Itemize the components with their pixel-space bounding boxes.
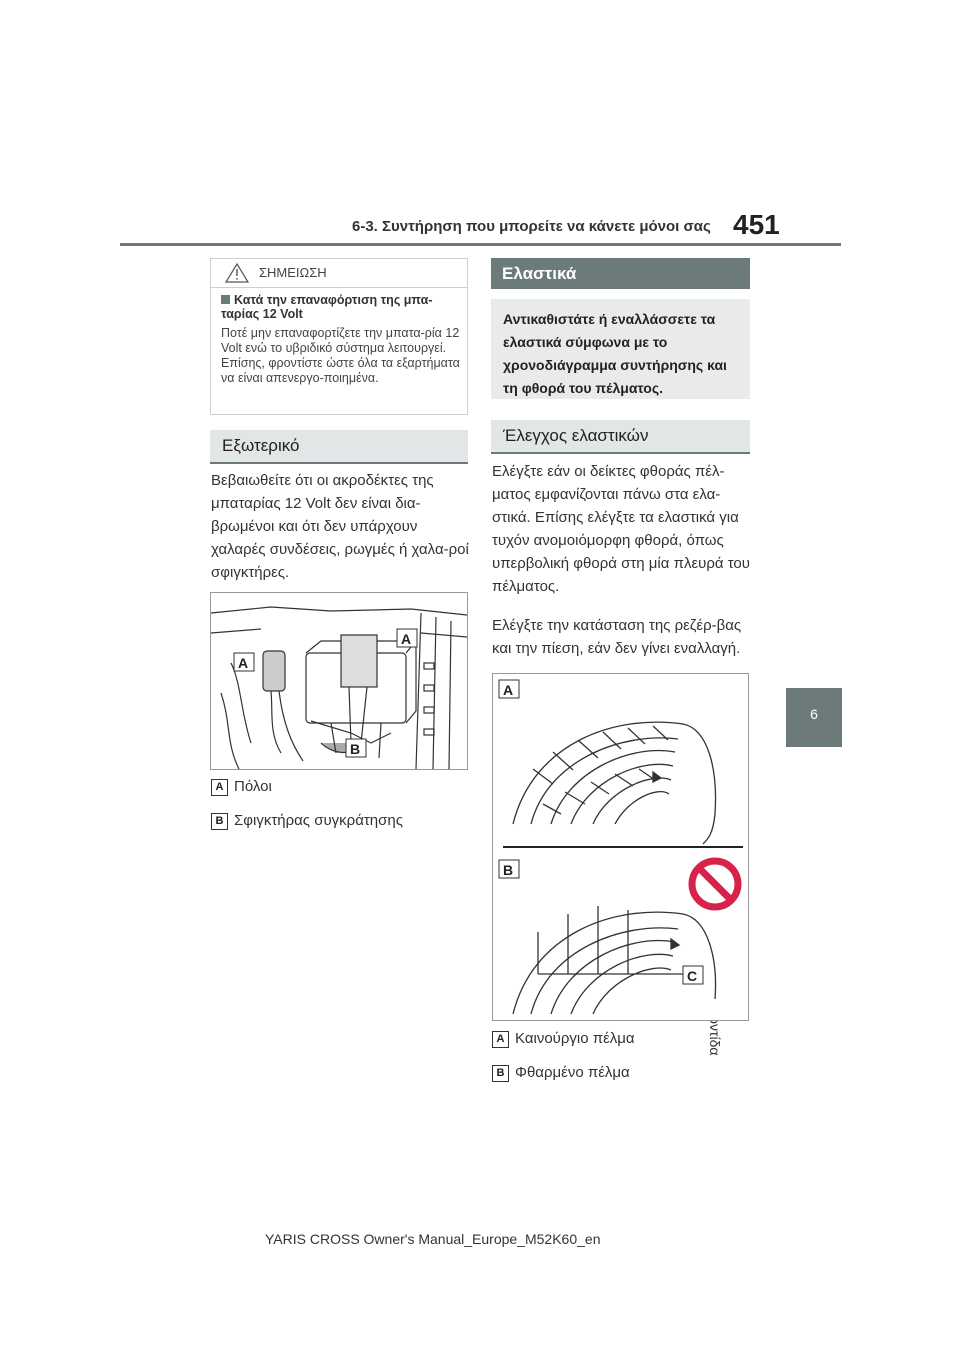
legend-item: [211, 778, 272, 796]
callout-a-left: A: [238, 655, 249, 671]
tire-check-text-1: Ελέγξτε εάν οι δείκτες φθοράς πέλ-ματος εμφανίζονται πάνω στα ελα-στικά. Επίσης ελέγξτε τα ελαστικά για τυχόν ανομοιόμορφη φθορά, όπως υπερβολική φθορά στη μία πλευρά του πέλματος.: [492, 463, 750, 595]
notice-header: [211, 259, 467, 285]
notice-label: ΣΗΜΕΙΩΣΗ: [259, 265, 327, 280]
tire-callouts: [499, 680, 703, 984]
battery-illustration: [211, 593, 467, 769]
page-number: 451: [733, 209, 780, 240]
legend-text: Πόλοι: [234, 778, 272, 795]
legend-item: [492, 1030, 635, 1048]
prohibition-icon: [692, 861, 738, 907]
tire-check-heading: Έλεγχος ελαστικών: [491, 420, 750, 454]
tire-tread-figure: [492, 673, 749, 1021]
legend-item: [211, 812, 403, 830]
callout-b: B: [503, 862, 514, 878]
callout-b: B: [350, 741, 361, 757]
legend-key: A: [492, 1031, 509, 1048]
legend-key: B: [492, 1065, 509, 1082]
tires-heading: Ελαστικά: [491, 258, 750, 289]
warning-icon: [225, 263, 249, 283]
callout-a-right: A: [401, 631, 412, 647]
notice-box: [210, 258, 468, 415]
notice-body: Ποτέ μην επαναφορτίζετε την μπατα-ρία 12 Volt ενώ το υβριδικό σύστημα λειτουργεί. Επίσης, φροντίστε ώστε όλα τα εξαρτήματα να είναι απενεργο-ποιημένα.: [221, 326, 460, 385]
tire-illustration: [493, 674, 748, 1020]
legend-text: Φθαρμένο πέλμα: [515, 1064, 630, 1081]
figure-callouts: [234, 629, 417, 757]
tire-check-text-2: Ελέγξτε την κατάσταση της ρεζέρ-βας και την πίεση, εάν δεν γίνει εναλλαγή.: [492, 617, 742, 657]
exterior-text: Βεβαιωθείτε ότι οι ακροδέκτες της μπαταρίας 12 Volt δεν είναι δια-βρωμένοι και ότι δεν υπάρχουν χαλαρές συνδέσεις, ρωγμές ή χαλα-ροί σφιγκτήρες.: [211, 472, 469, 581]
exterior-heading: Εξωτερικό: [210, 430, 468, 464]
legend-key: A: [211, 779, 228, 796]
tires-intro: Αντικαθιστάτε ή εναλλάσσετε τα ελαστικά σύμφωνα με το χρονοδιάγραμμα συντήρησης και τη φθορά του πέλματος.: [491, 299, 750, 399]
section-title: 6-3. Συντήρηση που μπορείτε να κάνετε μόνοι σας: [352, 218, 711, 235]
notice-title: [221, 293, 465, 321]
legend-item: [492, 1064, 630, 1082]
callout-c: C: [687, 968, 698, 984]
legend-key: B: [211, 813, 228, 830]
battery-figure: [210, 592, 468, 770]
chapter-number: 6: [810, 706, 818, 722]
legend-text: Καινούργιο πέλμα: [515, 1030, 635, 1047]
header-divider: [120, 243, 841, 246]
legend-text: Σφιγκτήρας συγκράτησης: [234, 812, 403, 829]
notice-title-text: Κατά την επαναφόρτιση της μπα-ταρίας 12 Volt: [221, 293, 433, 321]
footer-text: YARIS CROSS Owner's Manual_Europe_M52K60_en: [265, 1231, 601, 1247]
bullet-square-icon: [221, 295, 230, 304]
notice-divider: [211, 287, 467, 288]
callout-a: A: [503, 682, 514, 698]
